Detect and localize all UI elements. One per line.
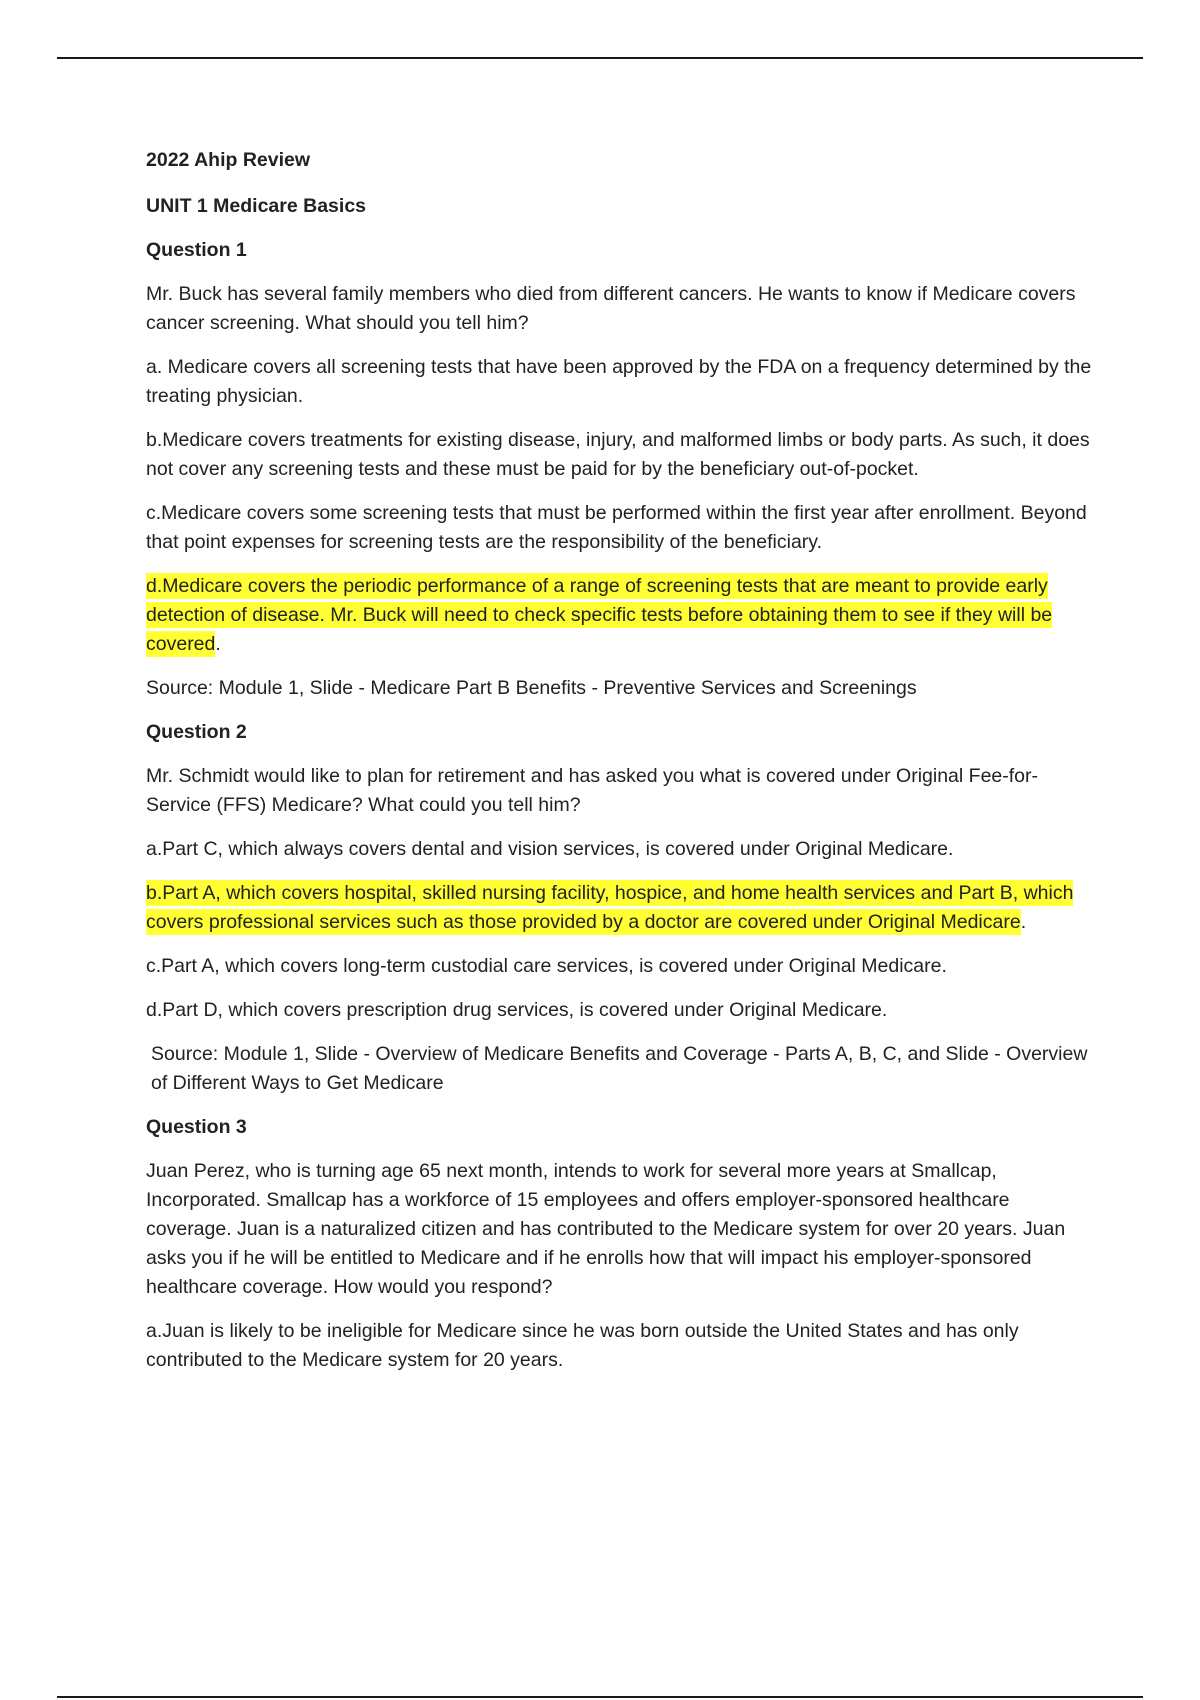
question-2-option-c: c.Part A, which covers long-term custodial care services, is covered under Original Medicare. xyxy=(146,955,947,977)
question-2-source: Source: Module 1, Slide - Overview of Medicare Benefits and Coverage - Parts A, B, C, and Slide - Overview of Different Ways to Get Medicare xyxy=(151,1043,1088,1094)
question-1-answer-highlight: d.Medicare covers the periodic performance of a range of screening tests that are meant to provide early detection of disease. Mr. Buck will need to check specific tests before obtaining them to see if they will be covered xyxy=(146,575,1053,655)
question-2-option-a: a.Part C, which always covers dental and vision services, is covered under Original Medicare. xyxy=(146,838,954,860)
question-1-option-c: c.Medicare covers some screening tests that must be performed within the first year after enrollment. Beyond that point expenses for screening tests are the responsibility of the beneficiary. xyxy=(146,502,1087,553)
header-rule xyxy=(57,57,1143,59)
question-1-source: Source: Module 1, Slide - Medicare Part B Benefits - Preventive Services and Screenings xyxy=(146,677,917,699)
document-title: 2022 Ahip Review xyxy=(146,149,311,171)
question-3-option-a: a.Juan is likely to be ineligible for Medicare since he was born outside the United States and has only contributed to the Medicare system for 20 years. xyxy=(146,1320,1019,1371)
footer-rule xyxy=(57,1696,1143,1698)
question-3-text: Juan Perez, who is turning age 65 next month, intends to work for several more years at Smallcap, Incorporated. Smallcap has a workforce of 15 employees and offers employer-sponsored healthcare coverage. Juan is a naturalized citizen and has contributed to the Medicare system for over 20 years. Juan asks you if he will be entitled to Medicare and if he enrolls how that will impact his employer-sponsored healthcare coverage. How would you respond? xyxy=(146,1160,1066,1298)
question-2-text: Mr. Schmidt would like to plan for retirement and has asked you what is covered under Original Fee-for-Service (FFS) Medicare? What could you tell him? xyxy=(146,765,1039,816)
document-body xyxy=(146,146,1096,1390)
question-2-heading: Question 2 xyxy=(146,721,247,743)
question-1-option-d-period: . xyxy=(215,633,221,655)
question-2-option-d: d.Part D, which covers prescription drug services, is covered under Original Medicare. xyxy=(146,999,888,1021)
question-2-option-b-period: . xyxy=(1020,911,1027,933)
question-3-heading: Question 3 xyxy=(146,1116,247,1138)
unit-heading: UNIT 1 Medicare Basics xyxy=(146,195,367,217)
question-1-option-d xyxy=(146,572,1096,659)
question-2-answer-highlight: b.Part A, which covers hospital, skilled nursing facility, hospice, and home health services and Part B, which covers professional services such as those provided by a doctor are covered under Original Medicare xyxy=(146,882,1074,933)
question-2-option-b xyxy=(146,879,1096,937)
question-1-heading: Question 1 xyxy=(146,239,247,261)
question-1-text: Mr. Buck has several family members who died from different cancers. He wants to know if Medicare covers cancer screening. What should you tell him? xyxy=(146,283,1076,334)
question-1-option-a: a. Medicare covers all screening tests that have been approved by the FDA on a frequency determined by the treating physician. xyxy=(146,356,1092,407)
question-1-option-b: b.Medicare covers treatments for existing disease, injury, and malformed limbs or body parts. As such, it does not cover any screening tests and these must be paid for by the beneficiary out-of-pocket. xyxy=(146,429,1090,480)
